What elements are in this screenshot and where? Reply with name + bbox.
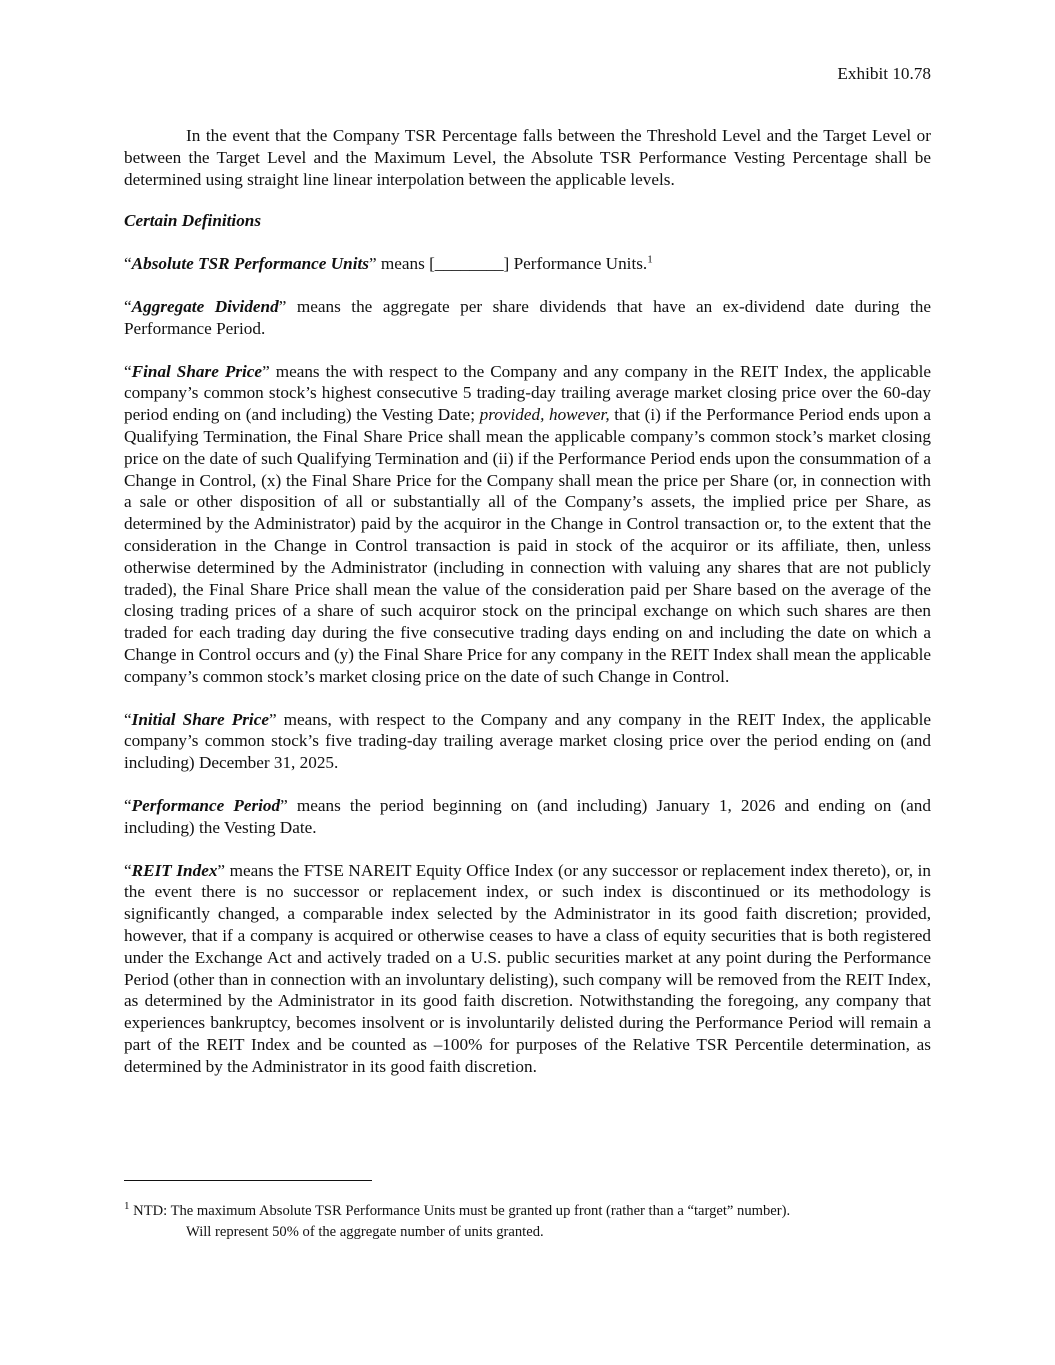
defined-term: REIT Index [131,860,218,880]
open-quote: “ [124,795,132,815]
definition-absolute-tsr-performance-units [124,253,931,275]
definition-performance-period [124,795,931,839]
definition-initial-share-price [124,709,931,774]
footnote-reference: 1 [647,253,653,266]
open-quote: “ [124,709,132,729]
footnote-line-2: Will represent 50% of the aggregate number of units granted. [186,1224,544,1240]
footnote [124,1201,931,1243]
defined-term: Final Share Price [131,361,263,381]
defined-term: Performance Period [131,795,281,815]
defined-term: Initial Share Price [131,709,269,729]
definition-text: ” means, with respect to the Company and any company in the REIT Index, the applicable company’s common stock’s five trading-day trailing average market closing price over the period ending on (and including) December 31, 2025. [124,709,931,773]
definition-text: ” means the FTSE NAREIT Equity Office Index (or any successor or replacement index thereto), or, in the event there is no successor or replacement index, or such index is discontinued or its methodology is significantly changed, a comparable index selected by the Administrator in its good faith discretion; provided, however, that if a company is acquired or otherwise ceases to have a class of equity securities that is both registered under the Exchange Act and actively traded on a U.S. public securities market at any point during the Performance Period (other than in connection with an involuntary delisting), such company will be removed from the REIT Index, as determined by the Administrator in its good faith discretion. Notwithstanding the foregoing, any company that experiences bankruptcy, becomes insolvent or is involuntarily delisted during the Performance Period will remain a part of the REIT Index and be counted as –100% for purposes of the Relative TSR Percentile determination, as determined by the Administrator in its good faith discretion. [124,860,932,1076]
definition-text-continued: that (i) if the Performance Period ends upon a Qualifying Termination, the Final Share Price shall mean the applicable company’s common stock’s market closing price on the date of such Qualifying Termination and (ii) if the Performance Period ends upon the consummation of a Change in Control, (x) the Final Share Price for the Company shall mean the price per Share (or, in connection with a sale or other disposition of all or substantially all of the Company’s assets, the implied price per Share, as determined by the Administrator) paid by the acquiror in the Change in Control transaction or, to the extent that the consideration in the Change in Control transaction is paid in stock of the acquiror or its affiliate, then, unless otherwise determined by the Administrator (including in connection with valuing any shares that are not publicly traded), the Final Share Price shall mean the value of the consideration paid per Share based on the average of the closing trading prices of a share of such acquiror stock on the principal exchange on which such shares are then traded for each trading day during the five consecutive trading days ending on and including the date on which a Change in Control occurs and (y) the Final Share Price for any company in the REIT Index shall mean the applicable company’s common stock’s market closing price on the date of such Change in Control. [124,405,932,686]
open-quote: “ [124,361,132,381]
definition-text: ” means the period beginning on (and including) January 1, 2026 and ending on (and including) the Vesting Date. [124,795,931,837]
document-page [124,60,931,1077]
open-quote: “ [124,254,132,274]
defined-term: Absolute TSR Performance Units [131,254,369,274]
definition-aggregate-dividend [124,296,931,340]
definition-text: ” means [________] Performance Units. [368,254,648,274]
open-quote: “ [124,296,132,316]
italic-proviso: provided, however, [479,405,610,425]
footnote-separator [124,1180,372,1181]
definition-reit-index [124,860,931,1078]
defined-term: Aggregate Dividend [131,296,279,316]
definition-text: ” means the with respect to the Company and any company in the REIT Index, the applicable company’s common stock’s highest consecutive 5 trading-day trailing average market closing price over the 60-day period ending on (and including) the Vesting Date; [124,361,931,425]
footnote-text: NTD: The maximum Absolute TSR Performance Units must be granted up front (rather than a “target” number). [129,1203,791,1219]
section-heading: Certain Definitions [124,211,262,231]
open-quote: “ [124,860,132,880]
definition-final-share-price [124,361,931,688]
intro-paragraph: In the event that the Company TSR Percentage falls between the Threshold Level and the Target Level or between the Target Level and the Maximum Level, the Absolute TSR Performance Vesting Percentage shall be determined using straight line linear interpolation between the applicable levels. [124,126,931,189]
footnote-marker: 1 [124,1200,130,1213]
exhibit-label: Exhibit 10.78 [837,64,931,83]
footnote-line-1 [124,1201,931,1222]
definition-text: ” means the aggregate per share dividends that have an ex-dividend date during the Performance Period. [124,296,931,338]
